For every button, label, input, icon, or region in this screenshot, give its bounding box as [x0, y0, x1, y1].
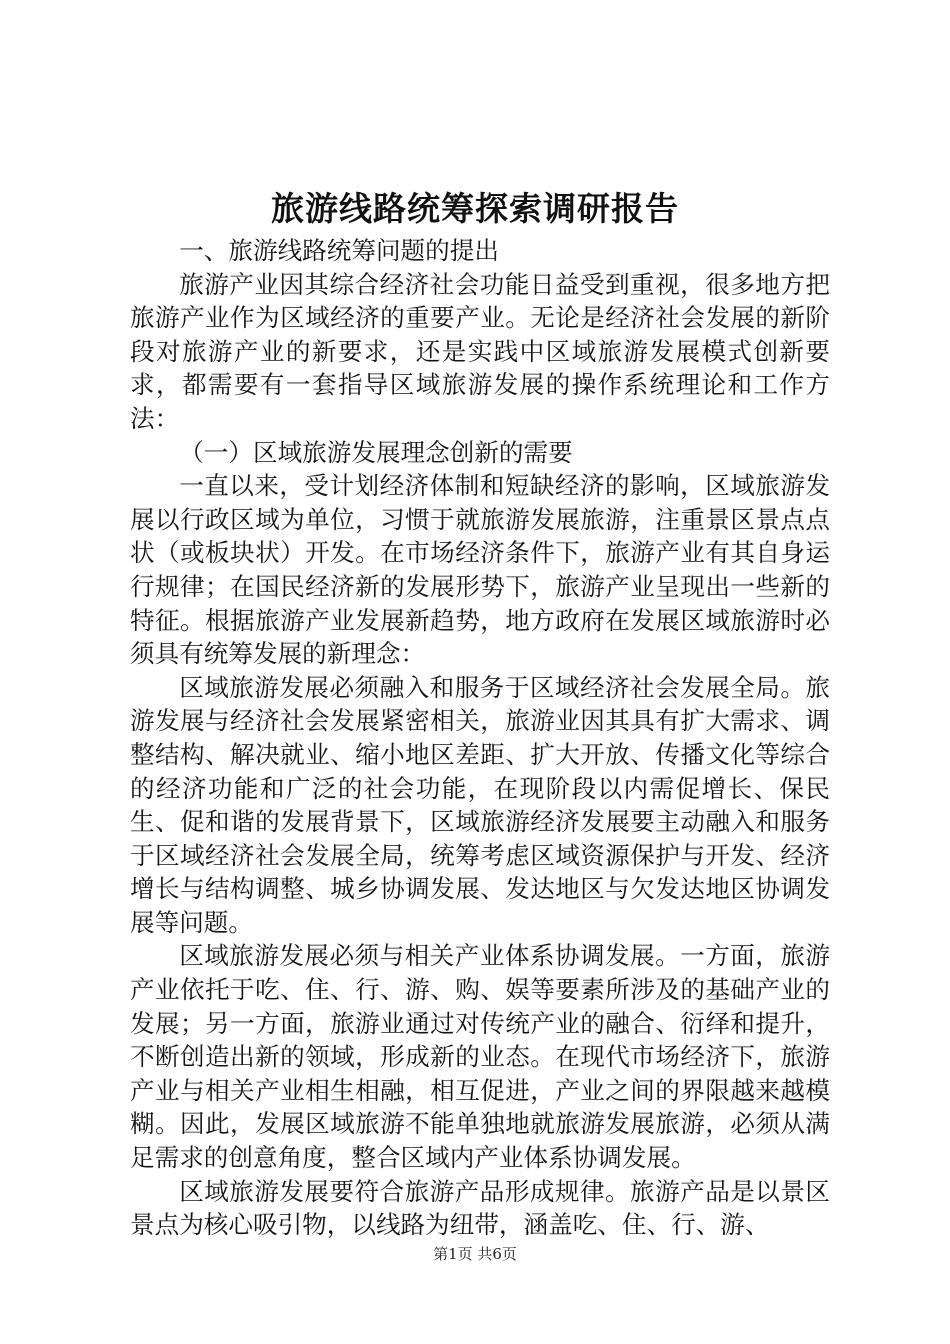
- document-body: [130, 234, 830, 1242]
- paragraph: 旅游产业因其综合经济社会功能日益受到重视，很多地方把旅游产业作为区域经济的重要产业。无论是经济社会发展的新阶段对旅游产业的新要求，还是实践中区域旅游发展模式创新要求，都需要有一套指导区域旅游发展的操作系统理论和工作方法：: [130, 269, 830, 433]
- paragraph: 区域旅游发展必须融入和服务于区域经济社会发展全局。旅游发展与经济社会发展紧密相关，旅游业因其具有扩大需求、调整结构、解决就业、缩小地区差距、扩大开放、传播文化等综合的经济功能和广泛的社会功能，在现阶段以内需促增长、保民生、促和谐的发展背景下，区域旅游经济发展要主动融入和服务于区域经济社会发展全局，统筹考虑区域资源保护与开发、经济增长与结构调整、城乡协调发展、发达地区与欠发达地区协调发展等问题。: [130, 672, 830, 937]
- paragraph: 一直以来，受计划经济体制和短缺经济的影响，区域旅游发展以行政区域为单位，习惯于就旅游发展旅游，注重景区景点点状（或板块状）开发。在市场经济条件下，旅游产业有其自身运行规律；在国民经济新的发展形势下，旅游产业呈现出一些新的特征。根据旅游产业发展新趋势，地方政府在发展区域旅游时必须具有统筹发展的新理念：: [130, 471, 830, 669]
- document-title: 旅游线路统筹探索调研报告: [271, 189, 679, 228]
- paragraph: 区域旅游发展必须与相关产业体系协调发展。一方面，旅游产业依托于吃、住、行、游、购、娱等要素所涉及的基础产业的发展；另一方面，旅游业通过对传统产业的融合、衍绎和提升，不断创造出新的领域，形成新的业态。在现代市场经济下，旅游产业与相关产业相生相融，相互促进，产业之间的界限越来越模糊。因此，发展区域旅游不能单独地就旅游发展旅游，必须从满足需求的创意角度，整合区域内产业体系协调发展。: [130, 941, 830, 1173]
- paragraph: 区域旅游发展要符合旅游产品形成规律。旅游产品是以景区景点为核心吸引物，以线路为纽带，涵盖吃、住、行、游、: [130, 1176, 830, 1240]
- page-footer: 第1页 共6页: [433, 1245, 517, 1263]
- subsection-heading: （一）区域旅游发展理念创新的需要: [179, 437, 573, 467]
- section-heading: 一、旅游线路统筹问题的提出: [179, 236, 499, 265]
